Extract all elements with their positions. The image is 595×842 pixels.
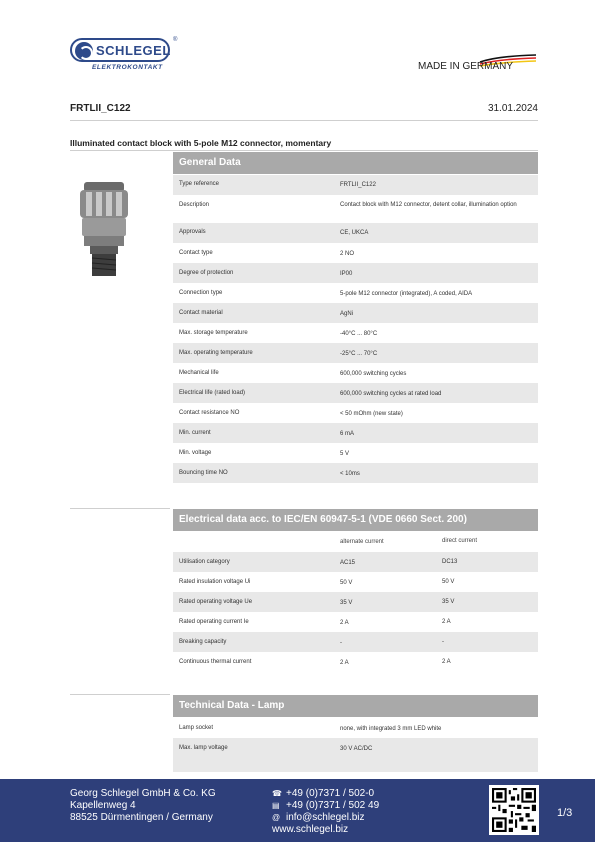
header-divider [70, 120, 538, 121]
row-value: 6 mA [340, 431, 355, 437]
row-value: -25°C ... 70°C [340, 351, 378, 357]
logo-emblem-icon [75, 42, 93, 60]
electrical-row [173, 572, 538, 592]
section-divider [70, 508, 170, 509]
footer [0, 779, 595, 842]
subtitle-divider [70, 150, 538, 151]
column-dc: direct current [442, 538, 478, 544]
row-value-dc: 50 V [442, 579, 455, 585]
row-label: Bouncing time NO [179, 470, 228, 476]
general-row [173, 383, 538, 403]
row-value: 600,000 switching cycles at rated load [340, 391, 442, 397]
qr-code-icon [492, 788, 536, 832]
fax-icon: ▤ [272, 801, 280, 810]
row-value-ac: 35 V [340, 600, 353, 606]
email-icon: @ [272, 813, 281, 822]
row-value-ac: 2 A [340, 660, 349, 666]
phone-icon: ☎ [272, 789, 282, 798]
footer-contact [272, 788, 379, 836]
row-value: 5 V [340, 451, 350, 457]
row-value-dc: 35 V [442, 599, 455, 605]
website-link[interactable]: www.schlegel.biz [272, 824, 349, 835]
city: 88525 Dürmentingen / Germany [70, 812, 213, 823]
general-row [173, 263, 538, 283]
row-value-ac: AC15 [340, 560, 356, 566]
row-label: Min. current [179, 430, 211, 436]
row-value-ac: 2 A [340, 620, 349, 626]
row-value-dc: DC13 [442, 559, 458, 565]
row-label: Degree of protection [179, 270, 234, 276]
company-name: Georg Schlegel GmbH & Co. KG [70, 788, 216, 799]
fax-number: +49 (0)7371 / 502 49 [286, 800, 380, 811]
lamp-row [173, 738, 538, 772]
row-label: Rated insulation voltage Ui [179, 579, 251, 585]
row-label: Description [179, 202, 210, 208]
row-label: Utilisation category [179, 559, 230, 565]
row-value: -40°C ... 80°C [340, 331, 378, 337]
row-value-ac: 50 V [340, 580, 353, 586]
street: Kapellenweg 4 [70, 800, 136, 811]
product-subtitle: Illuminated contact block with 5-pole M12 connector, momentary [70, 138, 332, 148]
row-label: Lamp socket [179, 725, 214, 731]
made-in-germany: MADE IN GERMANY [418, 61, 514, 72]
logo-brand: SCHLEGEL [96, 43, 171, 58]
row-value: 600,000 switching cycles [340, 371, 407, 377]
row-label: Contact resistance NO [179, 410, 240, 416]
electrical-data-header: Electrical data acc. to IEC/EN 60947-5-1 (VDE 0660 Sect. 200) [173, 509, 538, 531]
row-label: Connection type [179, 290, 223, 296]
row-value: none, with integrated 3 mm LED white [340, 726, 442, 732]
general-row [173, 423, 538, 443]
qr-code [489, 785, 539, 835]
row-label: Rated operating current Ie [179, 619, 249, 625]
general-row [173, 303, 538, 323]
general-row [173, 175, 538, 195]
row-label: Breaking capacity [179, 639, 227, 645]
row-value: FRTLII_C122 [340, 182, 376, 188]
general-row [173, 323, 538, 343]
row-label: Contact material [179, 310, 223, 316]
general-row [173, 443, 538, 463]
schlegel-logo [70, 38, 180, 72]
lamp-data-header: Technical Data - Lamp [173, 695, 538, 717]
logo-subtitle: ELEKTROKONTAKT [92, 64, 163, 71]
general-row [173, 343, 538, 363]
row-value: AgNi [340, 311, 354, 317]
row-label: Type reference [179, 181, 220, 187]
row-label: Max. lamp voltage [179, 745, 228, 751]
row-value: Contact block with M12 connector, detent collar, illumination option [340, 202, 517, 208]
row-value-dc: 2 A [442, 659, 451, 665]
row-label: Contact type [179, 250, 213, 256]
row-label: Min. voltage [179, 450, 212, 456]
page-number: 1/3 [557, 807, 573, 819]
electrical-row [173, 652, 538, 672]
electrical-row [173, 612, 538, 632]
electrical-row [173, 632, 538, 652]
registered-mark: ® [173, 37, 178, 43]
general-row [173, 243, 538, 263]
row-value: < 50 mOhm (new state) [340, 411, 403, 417]
logo-pill [70, 38, 170, 62]
row-value: 5-pole M12 connector (integrated), A coded, AIDA [340, 291, 473, 297]
part-number: FRTLII_C122 [70, 103, 131, 114]
document-date: 31.01.2024 [487, 103, 538, 114]
row-label: Max. operating temperature [179, 350, 253, 356]
row-value: < 10ms [340, 471, 360, 477]
general-row [173, 463, 538, 483]
general-data-header: General Data [173, 152, 538, 174]
row-label: Electrical life (rated load) [179, 390, 246, 396]
general-row [173, 195, 538, 223]
row-label: Mechanical life [179, 370, 219, 376]
phone-number[interactable]: +49 (0)7371 / 502-0 [286, 788, 375, 799]
electrical-column-headers [173, 532, 538, 552]
lamp-row [173, 718, 538, 738]
electrical-row [173, 552, 538, 572]
general-row [173, 403, 538, 423]
email-link[interactable]: info@schlegel.biz [286, 812, 365, 823]
general-row [173, 363, 538, 383]
product-image [76, 180, 132, 280]
row-value: CE, UKCA [340, 230, 369, 236]
row-label: Max. storage temperature [179, 330, 248, 336]
row-value: IP00 [340, 271, 353, 277]
row-value: 30 V AC/DC [340, 746, 373, 752]
column-ac: alternate current [340, 539, 384, 545]
section-divider [70, 694, 170, 695]
footer-address [70, 788, 216, 824]
electrical-row [173, 592, 538, 612]
row-label: Approvals [179, 229, 206, 235]
row-value-dc: - [442, 639, 444, 645]
row-value: 2 NO [340, 251, 355, 257]
row-value-ac: - [340, 640, 342, 646]
general-row [173, 223, 538, 243]
row-label: Rated operating voltage Ue [179, 599, 253, 605]
general-row [173, 283, 538, 303]
row-value-dc: 2 A [442, 619, 451, 625]
row-label: Continuous thermal current [179, 659, 252, 665]
